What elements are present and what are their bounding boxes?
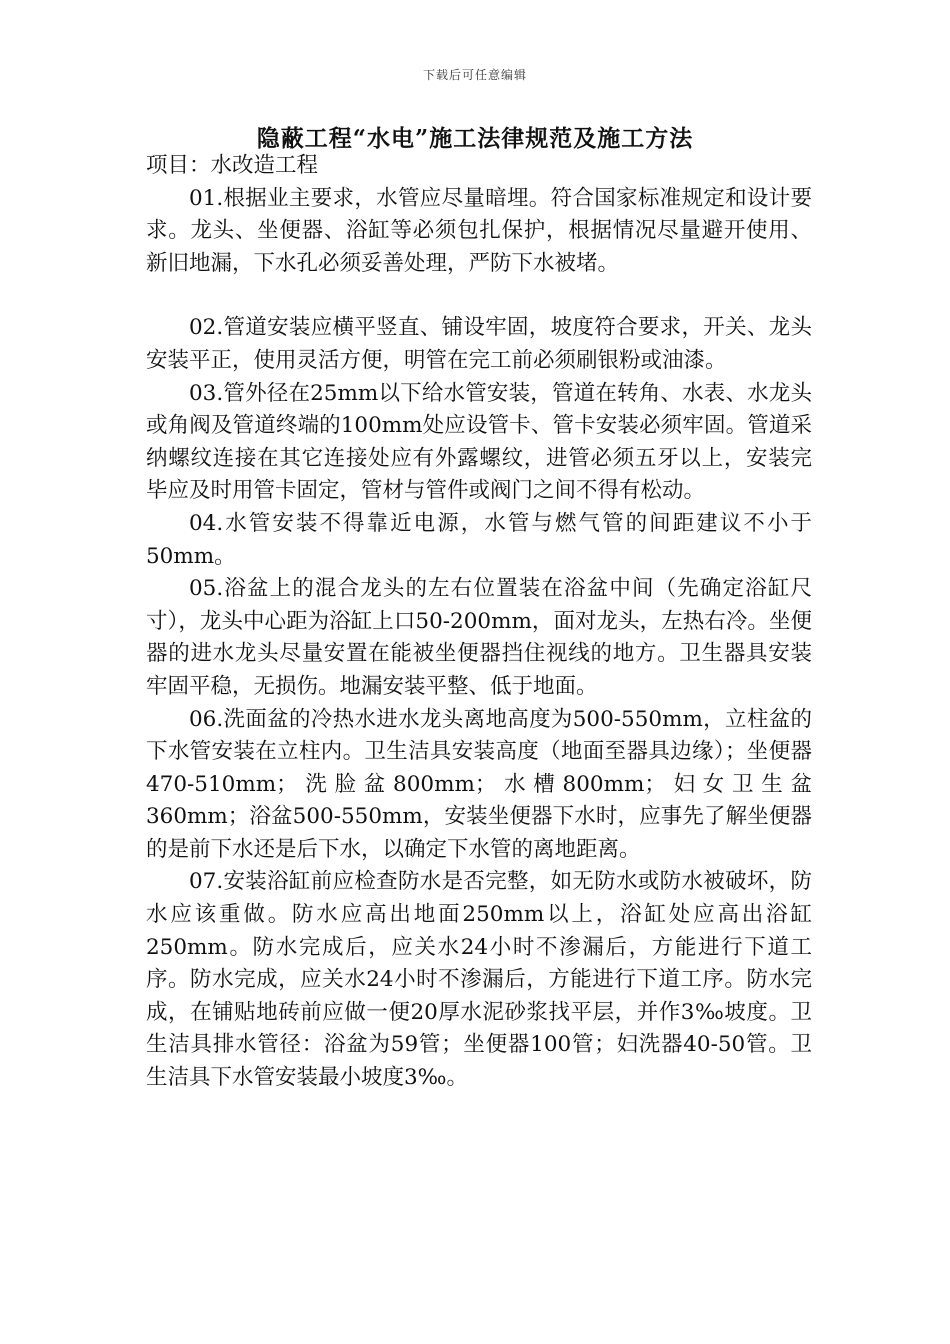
paragraph-01: 01.根据业主要求，水管应尽量暗埋。符合国家标准规定和设计要求。龙头、坐便器、浴缸等必须包扎保护，根据情况尽量避开使用、新旧地漏，下水孔必须妥善处理，严防下水被堵。 [146,185,812,276]
paragraph-02: 02.管道安装应横平竖直、铺设牢固，坡度符合要求，开关、龙头安装平正，使用灵活方便，明管在完工前必须刷银粉或油漆。 [146,315,812,373]
paragraph-03: 03.管外径在25mm以下给水管安装，管道在转角、水表、水龙头或角阀及管道终端的100mm处应设管卡、管卡安装必须牢固。管道采纳螺纹连接在其它连接处应有外露螺纹，进管必须五牙以上，安装完毕应及时用管卡固定，管材与管件或阀门之间不得有松动。 [146,380,812,504]
document-body [146,150,812,1095]
paragraph-06: 06.洗面盆的冷热水进水龙头离地高度为500-550mm，立柱盆的下水管安装在立柱内。卫生洁具安装高度（地面至器具边缘）；坐便器470-510mm；洗脸盆800mm；水槽800mm；妇女卫生盆360mm；浴盆500-550mm，安装坐便器下水时，应事先了解坐便器的是前下水还是后下水，以确定下水管的离地距离。 [146,706,812,862]
document-title: 隐蔽工程“水电”施工法律规范及施工方法 [256,125,694,152]
paragraph-05: 05.浴盆上的混合龙头的左右位置装在浴盆中间（先确定浴缸尺寸），龙头中心距为浴缸上口50-200mm，面对龙头，左热右冷。坐便器的进水龙头尽量安置在能被坐便器挡住视线的地方。卫生器具安装牢固平稳，无损伤。地漏安装平整、低于地面。 [146,576,812,699]
paragraph-04: 04.水管安装不得靠近电源，水管与燃气管的间距建议不小于50mm。 [146,510,812,569]
header-note: 下载后可任意编辑 [422,68,527,82]
project-label: 项目：水改造工程 [146,153,319,178]
paragraph-07: 07.安装浴缸前应检查防水是否完整，如无防水或防水被破坏，防水应该重做。防水应高出地面250mm以上，浴缸处应高出浴缸250mm。防水完成后，应关水24小时不渗漏后，方能进行下道工序。防水完成，应关水24小时不渗漏后，方能进行下道工序。防水完成，在铺贴地砖前应做一便20厚水泥砂浆找平层，并作3‰坡度。卫生洁具排水管径：浴盆为59管；坐便器100管；妇洗器40-50管。卫生洁具下水管安装最小坡度3‰。 [146,869,812,1091]
